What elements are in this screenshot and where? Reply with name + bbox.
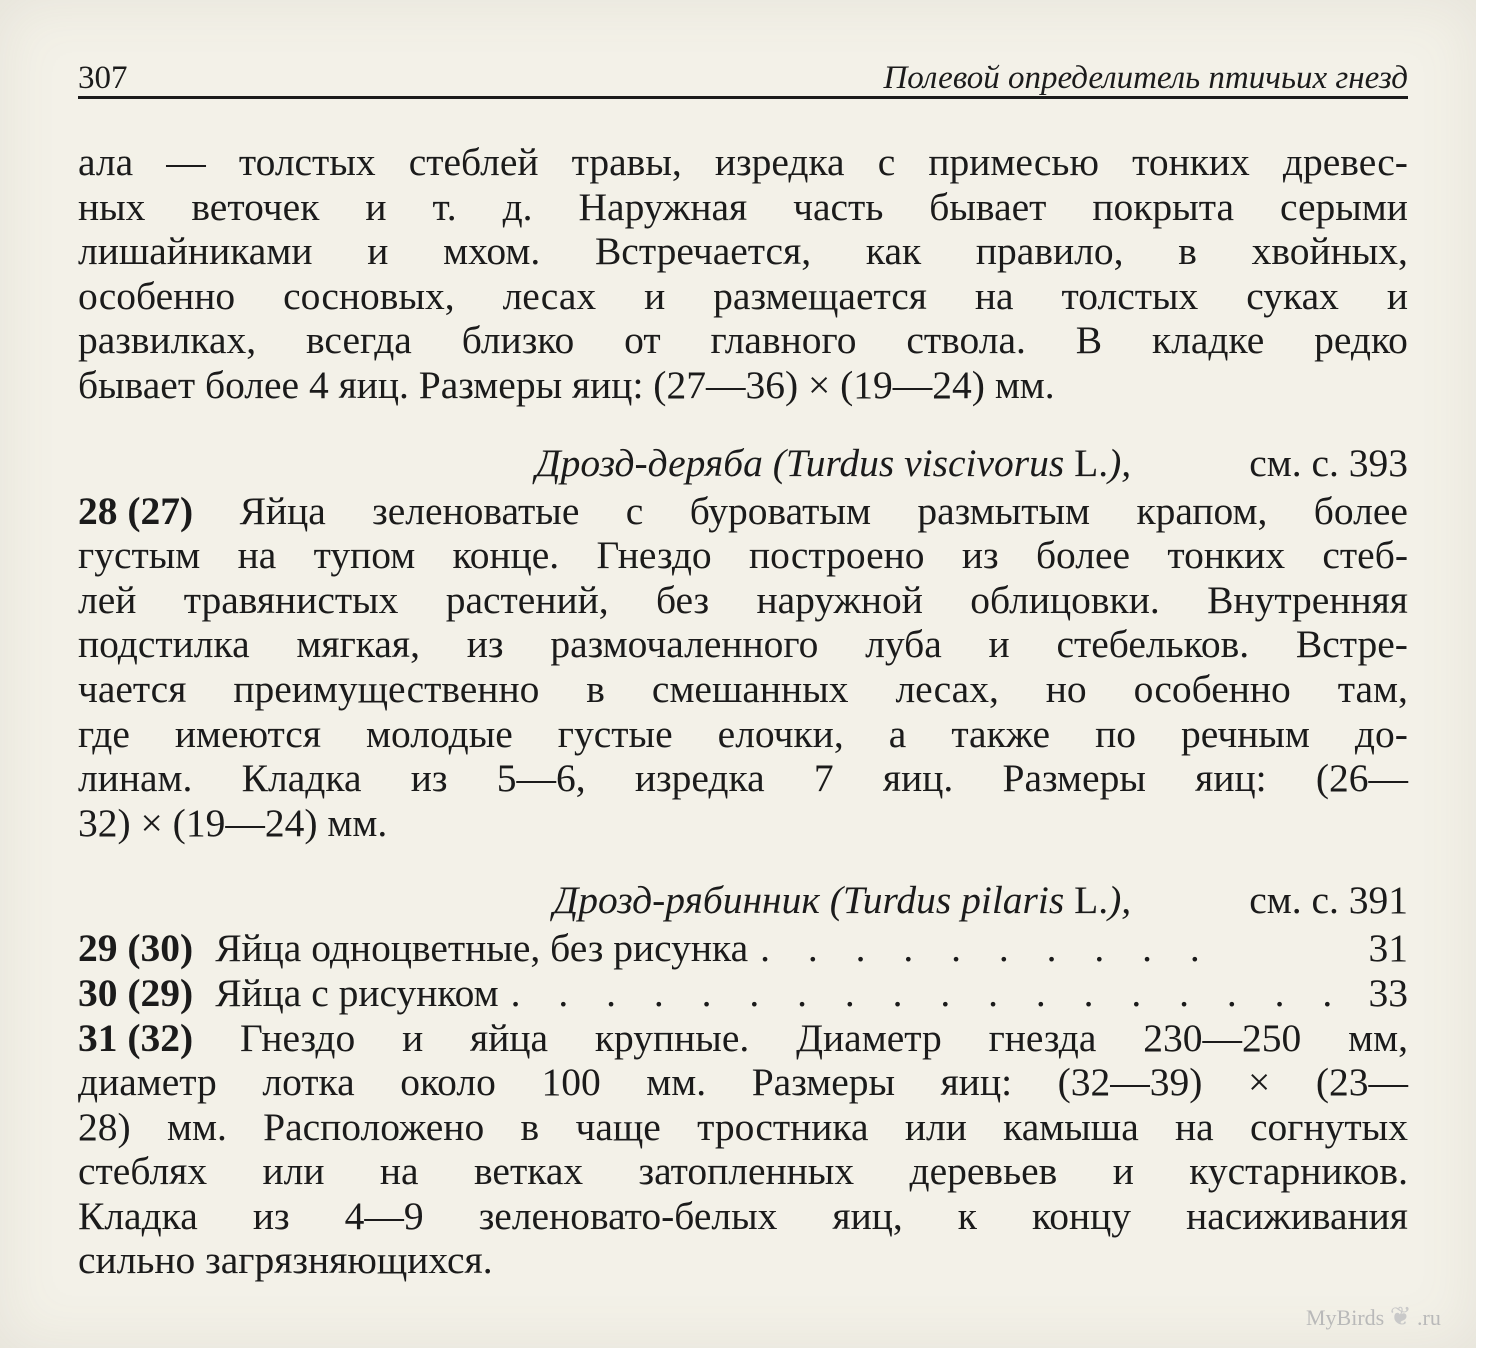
- text-line: лей травянистых растений, без наружной облицовки. Внутренняя: [78, 577, 1408, 622]
- text-line: 28) мм. Расположено в чаще тростника или камыша на согнутых: [78, 1104, 1408, 1149]
- species-heading-1: Дрозд-деряба ( Turdus viscivorus L. ), см. с. 393: [78, 437, 1408, 489]
- watermark: [1306, 1302, 1441, 1332]
- text-line: где имеются молодые густые елочки, а также по речным до-: [78, 711, 1408, 756]
- text-line: 31 (32) Гнездо и яйца крупные. Диаметр гнезда 230—250 мм,: [78, 1015, 1408, 1060]
- species-latin: Turdus viscivorus: [785, 440, 1065, 485]
- page-reference: см. с. 391: [1249, 878, 1408, 923]
- text-line: линам. Кладка из 5—6, изредка 7 яиц. Размеры яиц: (26—: [78, 756, 1408, 801]
- species-name: Дрозд-деряба (: [535, 440, 786, 485]
- text-line: диаметр лотка около 100 мм. Размеры яиц: (32—39) × (23—: [78, 1060, 1408, 1105]
- species-author: L.: [1074, 878, 1109, 923]
- page-number: 307: [78, 60, 128, 96]
- text-line: чается преимущественно в смешанных лесах, но особенно там,: [78, 666, 1408, 711]
- key-choice-line: [78, 971, 1408, 1016]
- running-title: Полевой определитель птичьих гнезд: [883, 60, 1408, 96]
- text-line: развилках, всегда близко от главного ствола. В кладке редко: [78, 318, 1408, 363]
- page-reference: см. с. 393: [1249, 440, 1408, 485]
- text-line: подстилка мягкая, из размочаленного луба и стебельков. Встре-: [78, 622, 1408, 667]
- text-line: бывает более 4 яиц. Размеры яиц: (27—36) × (19—24) мм.: [78, 362, 1055, 407]
- species-name: Дрозд-рябинник (: [553, 878, 843, 923]
- species-latin: Turdus pilaris: [842, 878, 1065, 923]
- text-line: ных веточек и т. д. Наружная часть бывает покрыта серыми: [78, 184, 1408, 229]
- text-line: особенно сосновых, лесах и размещается на толстых суках и: [78, 273, 1408, 318]
- paragraph-continuation: [78, 140, 1408, 408]
- key-number: 30 (29): [78, 970, 194, 1015]
- text-line: 28 (27) Яйца зеленоватые с буроватым размытым крапом, более: [78, 488, 1408, 533]
- key-entry-31: [78, 1016, 1408, 1284]
- key-number: 29 (30): [78, 926, 194, 971]
- leader-dots: . . . . . . . . . .: [760, 926, 1214, 971]
- bird-icon: ❦: [1389, 1302, 1412, 1331]
- text-line: 32) × (19—24) мм.: [78, 800, 388, 845]
- page-body: [78, 140, 1408, 1283]
- key-number: 31 (32): [78, 1015, 194, 1060]
- key-entry-28: [78, 489, 1408, 846]
- text-line: густым на тупом конце. Гнездо построено из более тонких стеб-: [78, 533, 1408, 578]
- species-heading-2: Дрозд-рябинник ( Turdus pilaris L. ), см. с. 391: [78, 874, 1408, 926]
- choice-text: Яйца с рисунком: [215, 970, 499, 1015]
- text-line: Кладка из 4—9 зеленовато-белых яиц, к концу насиживания: [78, 1193, 1408, 1238]
- key-choice-line: [78, 926, 1408, 971]
- key-choices: [78, 926, 1408, 1015]
- text-line: стеблях или на ветках затопленных деревьев и кустарников.: [78, 1149, 1408, 1194]
- species-author: L.: [1074, 440, 1109, 485]
- text-line: лишайниками и мхом. Встречается, как правило, в хвойных,: [78, 229, 1408, 274]
- watermark-suffix: .ru: [1417, 1305, 1441, 1330]
- page-header: [78, 56, 1408, 99]
- watermark-text: MyBirds: [1306, 1305, 1385, 1330]
- target-number: 31: [1368, 926, 1408, 971]
- leader-dots: . . . . . . . . . . . . . . . . . .: [510, 970, 1347, 1015]
- target-number: 33: [1368, 970, 1408, 1015]
- text-line: ала — толстых стеблей травы, изредка с примесью тонких древес-: [78, 140, 1408, 184]
- key-number: 28 (27): [78, 488, 194, 533]
- choice-text: Яйца одноцветные, без рисунка: [215, 926, 749, 971]
- text-line: сильно загрязняющихся.: [78, 1238, 493, 1283]
